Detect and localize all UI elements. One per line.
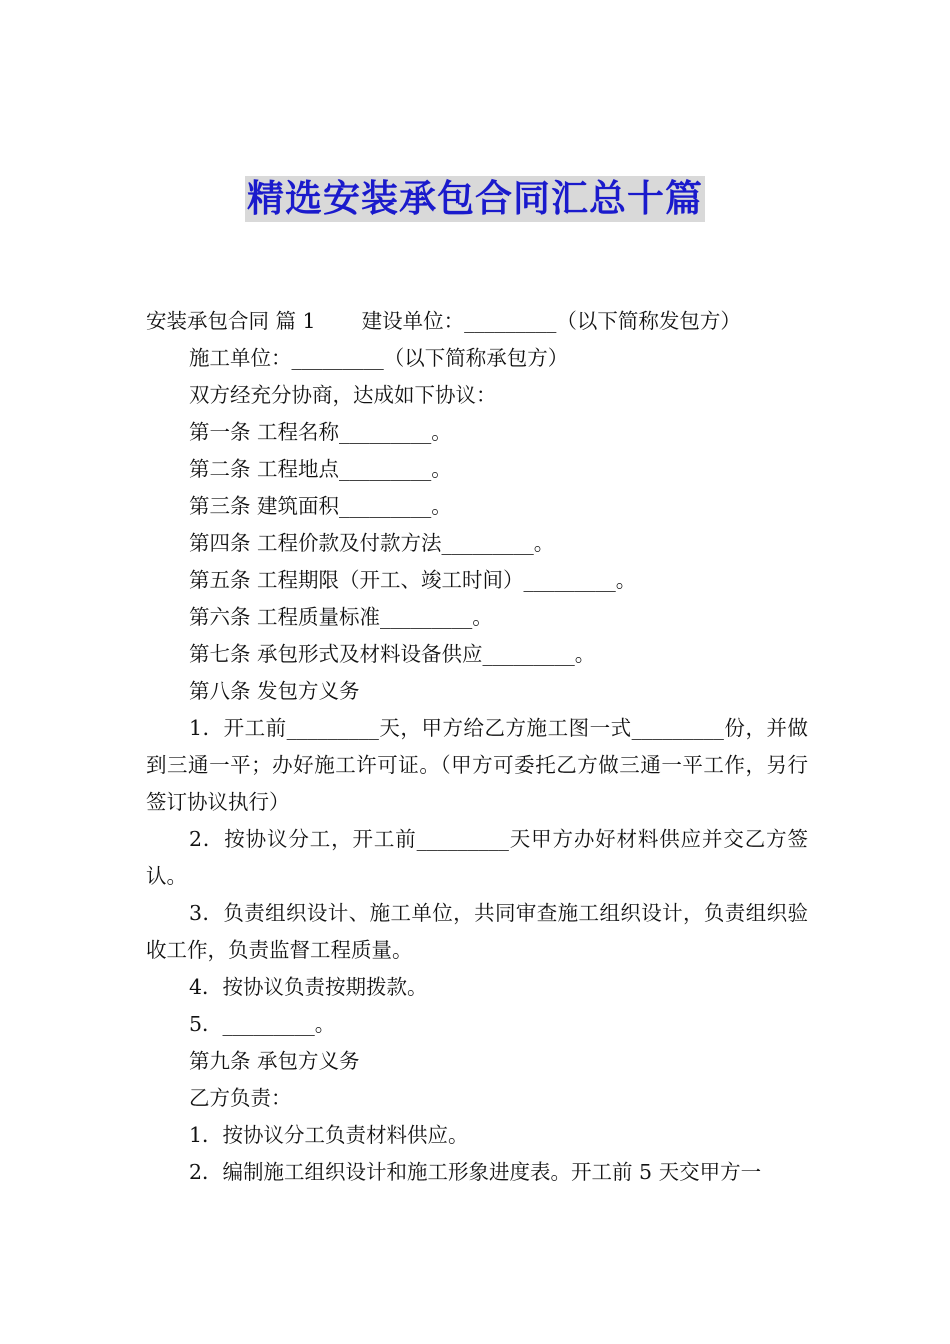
clause-6: 第六条 工程质量标准_________。: [189, 605, 493, 629]
clause-2: 第二条 工程地点_________。: [189, 457, 452, 481]
clause-8-item-4: 4．按协议负责按期拨款。: [189, 975, 428, 999]
clause-8-item-3: 3．负责组织设计、施工单位，共同审查施工组织设计，负责组织验收工作，负责监督工程质量。: [146, 901, 808, 962]
clause-1: 第一条 工程名称_________。: [189, 420, 452, 444]
clause-3: 第三条 建筑面积_________。: [189, 494, 452, 518]
first-line: [146, 303, 808, 340]
document-body: [146, 303, 808, 1191]
document-title: 精选安装承包合同汇总十篇: [247, 177, 703, 220]
clause-8-item-5: 5．_________。: [189, 1012, 336, 1036]
title-block: [0, 176, 950, 222]
construction-unit-line: 建设单位：_________（以下简称发包方）: [361, 309, 741, 333]
clause-7: 第七条 承包形式及材料设备供应_________。: [189, 642, 596, 666]
clause-9-item-1: 1．按协议分工负责材料供应。: [189, 1123, 469, 1147]
clause-8-item-1: 1．开工前_________天，甲方给乙方施工图一式_________份，并做到三通一平；办好施工许可证。（甲方可委托乙方做三通一平工作，另行签订协议执行）: [146, 716, 808, 814]
paragraph-agreement: 双方经充分协商，达成如下协议：: [189, 383, 497, 407]
paragraph-contractor: 施工单位：_________（以下简称承包方）: [189, 346, 569, 370]
clause-9-intro: 乙方负责：: [189, 1086, 292, 1110]
clause-9-item-2: 2．编制施工组织设计和施工形象进度表。开工前 5 天交甲方一: [189, 1160, 762, 1184]
clause-8-item-2: 2．按协议分工，开工前_________天甲方办好材料供应并交乙方签认。: [146, 827, 808, 888]
clause-5: 第五条 工程期限（开工、竣工时间）_________。: [189, 568, 637, 592]
clause-4: 第四条 工程价款及付款方法_________。: [189, 531, 555, 555]
clause-8-heading: 第八条 发包方义务: [189, 679, 360, 703]
clause-9-heading: 第九条 承包方义务: [189, 1049, 360, 1073]
contract-heading: 安装承包合同 篇 1: [146, 309, 316, 333]
